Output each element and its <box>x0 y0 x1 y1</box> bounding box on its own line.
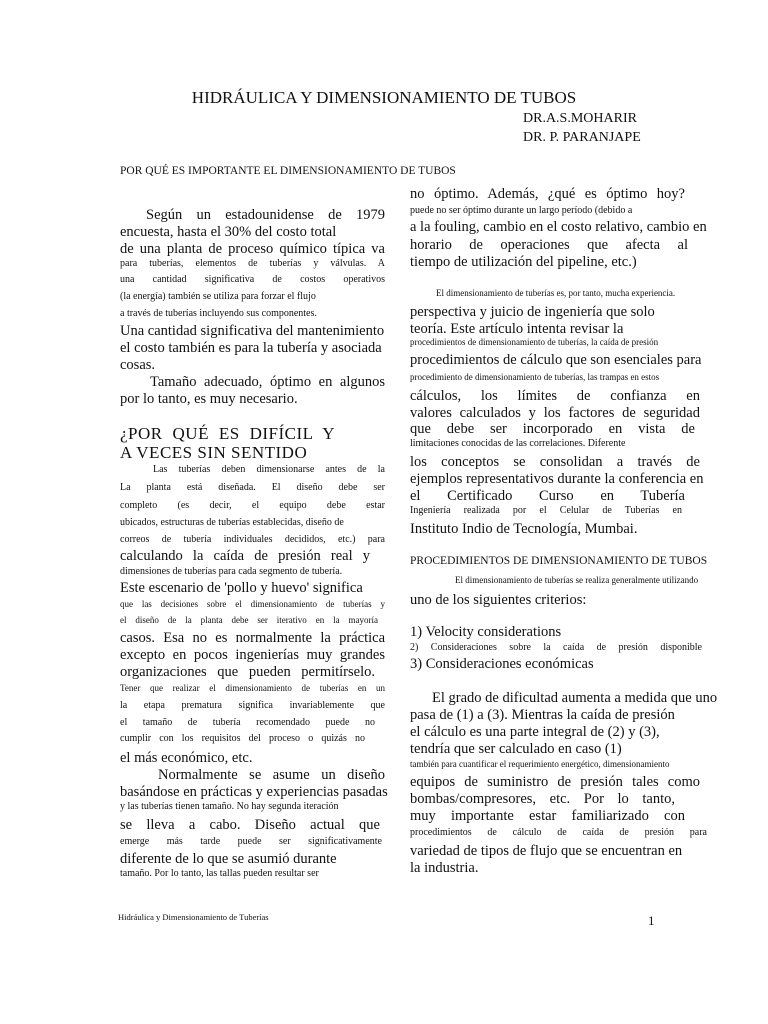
text-line: a través de tuberías incluyendo sus componentes. <box>120 308 317 319</box>
section-heading-why-difficult-2: A VECES SIN SENTIDO <box>120 443 308 462</box>
text-line: procedimientos de dimensionamiento de tuberías, la caída de presión <box>410 337 659 347</box>
text-line: Las tuberías deben dimensionarse antes de la <box>153 464 385 475</box>
text-line: ejemplos representativos durante la conferencia en <box>410 471 704 487</box>
author-1: DR.A.S.MOHARIR <box>523 111 637 126</box>
text-line: procedimientos de cálculo que son esenciales para <box>410 352 702 368</box>
text-line: ubicados, estructuras de tuberías establecidas, diseño de <box>120 517 344 528</box>
section-heading-importance: POR QUÉ ES IMPORTANTE EL DIMENSIONAMIENTO DE TUBOS <box>120 165 456 177</box>
list-item: 1) Velocity considerations <box>410 624 562 640</box>
text-line: procedimiento de dimensionamiento de tuberías, las trampas en estos <box>410 372 660 382</box>
text-line: la etapa prematura significa invariablemente que <box>120 700 385 711</box>
section-heading-procedures: PROCEDIMIENTOS DE DIMENSIONAMIENTO DE TUBOS <box>410 555 708 567</box>
text-line: cumplir con los requisitos del proceso o quizás no <box>120 733 365 744</box>
text-line: cosas. <box>120 357 156 373</box>
text-line: limitaciones conocidas de las correlaciones. Diferente <box>410 438 626 449</box>
text-line: el costo también es para la tubería y asociada <box>120 340 382 356</box>
text-line: que debe ser incorporado en vista de <box>410 421 695 437</box>
text-line: Tamaño adecuado, óptimo en algunos <box>150 374 385 390</box>
text-line: Instituto Indio de Tecnología, Mumbai. <box>410 521 638 537</box>
list-item: 3) Consideraciones económicas <box>410 656 594 672</box>
text-line: Según un estadounidense de 1979 <box>146 207 385 223</box>
text-line: dimensiones de tuberías para cada segmento de tubería. <box>120 566 343 577</box>
text-line: organizaciones que pueden permitírselo. <box>120 664 375 680</box>
text-line: tendría que ser calculado en caso (1) <box>410 741 622 757</box>
text-line: cálculos, los límites de confianza en <box>410 388 700 404</box>
text-line: puede no ser óptimo durante un largo período (debido a <box>410 205 633 216</box>
text-line: procedimientos de cálculo de caída de presión para <box>410 827 707 838</box>
text-line: el más económico, etc. <box>120 750 253 766</box>
page-number: 1 <box>648 913 655 928</box>
text-line: (la energía) también se utiliza para forzar el flujo <box>120 291 316 302</box>
text-line: Una cantidad significativa del mantenimiento <box>120 323 385 339</box>
text-line: equipos de suministro de presión tales como <box>410 774 700 790</box>
text-line: que las decisiones sobre el dimensionamiento de tuberías y <box>120 599 385 609</box>
text-line: el diseño de la planta debe ser iterativo en la mayoría <box>120 615 378 625</box>
text-line: variedad de tipos de flujo que se encuentran en <box>410 843 683 859</box>
text-line: uno de los siguientes criterios: <box>410 592 587 608</box>
list-item: 2) Consideraciones sobre la caída de presión disponible <box>410 642 702 653</box>
text-line: a la fouling, cambio en el costo relativo, cambio en <box>410 219 707 235</box>
text-line: por lo tanto, es muy necesario. <box>120 391 298 407</box>
footer-running-title: Hidráulica y Dimensionamiento de Tuberías <box>118 912 269 922</box>
text-line: basándose en prácticas y experiencias pasadas <box>120 784 388 800</box>
text-line: valores calculados y los factores de seguridad <box>410 405 700 421</box>
text-line: no óptimo. Además, ¿qué es óptimo hoy? <box>410 186 685 202</box>
text-line: La planta está diseñada. El diseño debe ser <box>120 482 385 493</box>
text-line: tamaño. Por lo tanto, las tallas pueden resultar ser <box>120 868 319 879</box>
text-line: para tuberías, elementos de tuberías y válvulas. A <box>120 258 385 269</box>
text-line: diferente de lo que se asumió durante <box>120 851 337 867</box>
text-line: perspectiva y juicio de ingeniería que solo <box>410 304 655 320</box>
text-line: también para cuantificar el requerimiento energético, dimensionamiento <box>410 759 670 769</box>
text-line: completo (es decir, el equipo debe estar <box>120 500 385 511</box>
text-line: Ingeniería realizada por el Celular de Tuberías en <box>410 505 682 516</box>
text-line: de una planta de proceso químico típica va <box>120 241 385 257</box>
text-line: los conceptos se consolidan a través de <box>410 454 700 470</box>
text-line: el cálculo es una parte integral de (2) y (3), <box>410 724 660 740</box>
text-line: Normalmente se asume un diseño <box>158 767 385 783</box>
text-line: pasa de (1) a (3). Mientras la caída de presión <box>410 707 675 723</box>
document-title: HIDRÁULICA Y DIMENSIONAMIENTO DE TUBOS <box>191 88 577 107</box>
text-line: bombas/compresores, etc. Por lo tanto, <box>410 791 675 807</box>
text-line: correos de tubería individuales decididos, etc.) para <box>120 534 385 545</box>
text-line: casos. Esa no es normalmente la práctica <box>120 630 385 646</box>
text-line: y las tuberías tienen tamaño. No hay segunda iteración <box>120 801 339 812</box>
section-heading-why-difficult: ¿POR QUÉ ES DIFÍCIL Y <box>120 424 335 443</box>
text-line: El grado de dificultad aumenta a medida que uno <box>432 690 718 706</box>
text-line: una cantidad significativa de costos operativos <box>120 274 385 285</box>
text-line: teoría. Este artículo intenta revisar la <box>410 321 624 337</box>
text-line: muy importante estar familiarizado con <box>410 808 685 824</box>
text-line: calculando la caída de presión real y <box>120 548 370 564</box>
text-line: el Certificado Curso en Tubería <box>410 488 685 504</box>
text-line: excepto en pocos ingenierías muy grandes <box>120 647 385 663</box>
text-line: El dimensionamiento de tuberías es, por tanto, mucha experiencia. <box>436 288 676 298</box>
text-line: emerge más tarde puede ser significativamente <box>120 836 382 847</box>
text-line: encuesta, hasta el 30% del costo total <box>120 224 337 240</box>
text-line: horario de operaciones que afecta al <box>410 237 688 253</box>
text-line: se lleva a cabo. Diseño actual que <box>120 817 380 833</box>
text-line: la industria. <box>410 860 479 876</box>
author-2: DR. P. PARANJAPE <box>523 130 641 145</box>
text-line: Tener que realizar el dimensionamiento de tuberías en un <box>120 683 385 693</box>
text-line: tiempo de utilización del pipeline, etc.) <box>410 254 637 270</box>
text-line: el tamaño de tubería recomendado puede no <box>120 717 375 728</box>
text-line: Este escenario de 'pollo y huevo' significa <box>120 580 363 596</box>
text-line: El dimensionamiento de tuberías se realiza generalmente utilizando <box>455 575 699 585</box>
